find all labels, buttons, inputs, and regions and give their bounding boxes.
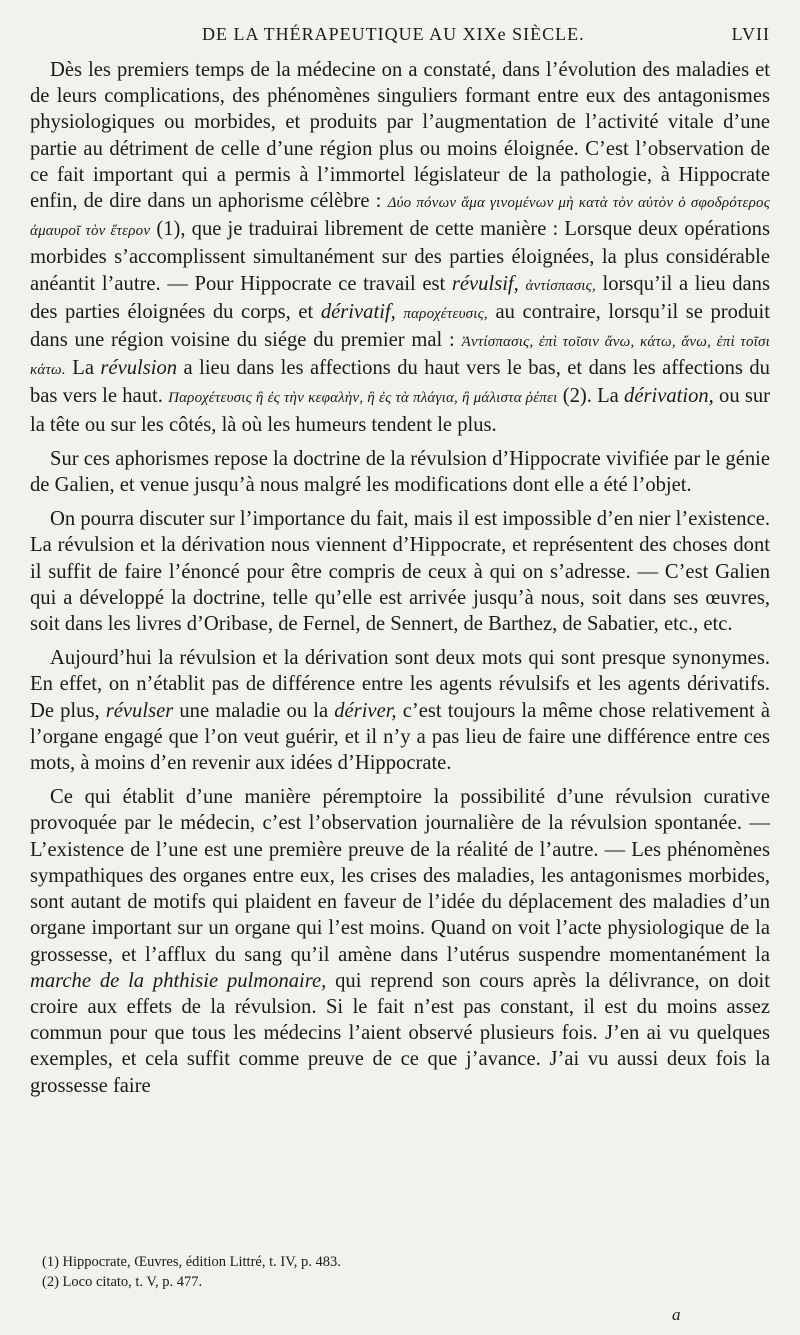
greek-quotation: παροχέτευσις, [403,305,488,322]
footnotes [42,1252,742,1292]
emphasis-text: révulsif, [451,272,519,295]
text-run: La [65,357,101,380]
body-text [30,57,770,1107]
footnote: (2) Loco citato, t. V, p. 477. [42,1274,203,1290]
text-run: c’est toujours la même chose relativement à l’organe engagé que l’on veut guérir, et il n’y a pas lieu de faire une différence entre ces mots, à moins d’en revenir aux idées d’Hippocrate. [30,699,770,775]
emphasis-text: révulsion [100,357,178,380]
running-title: DE LA THÉRAPEUTIQUE AU XIXe SIÈCLE. [202,24,585,44]
text-run: ou sur la tête ou sur les côtés, là où les humeurs tendent le plus. [30,385,770,436]
greek-quotation: Δύο πόνων ἅμα γινομένων μὴ κατὰ τὸν αὐτὸν ὁ σφοδρότερος ἀμαυροῖ τὸν ἕτερον [30,195,771,240]
signature-mark: a [672,1305,681,1324]
greek-quotation: ἀντίσπασις, [525,277,596,294]
paragraph [30,645,770,776]
text-run: Sur ces aphorismes repose la doctrine de la révulsion d’Hippocrate vivifiée par le génie de Galien, et venue jusqu’à nous malgré les modifications dont elle a été l’objet. [30,447,770,497]
emphasis-text: dérivatif, [320,300,396,323]
greek-quotation: Ἀντίσπασις, ἐπὶ τοῖσιν ἄνω, κάτω, ἄνω, ἐπὶ τοῖσι κάτω. [30,334,770,379]
paragraph [30,446,770,498]
footnote: (1) Hippocrate, Œuvres, édition Littré, t. IV, p. 483. [42,1254,341,1270]
emphasis-text: dériver, [334,699,397,722]
text-run: une maladie ou la [173,699,335,722]
emphasis-text: dérivation, [624,385,714,408]
text-run: qui reprend son cours après la délivrance, on doit croire aux effets de la révulsion. Si le fait n’est pas constant, il est du moins assez commun pour que tous les médecins l’aient observé plusieurs fois. J’en ai vu quelques exemples, et cela suffit comme preuve de ce que j’avance. J’ai vu aussi deux fois la grossesse faire [30,969,770,1097]
greek-quotation: Παροχέτευσις ἢ ἐς τὴν κεφαλὴν, ἢ ἐς τὰ πλάγια, ἢ μάλιστα ῥέπει [168,390,558,407]
text-run: Ce qui établit d’une manière péremptoire la possibilité d’une révulsion curative provoquée par le médecin, c’est l’observation journalière de la révulsion spontanée. — L’existence de l’une est une première preuve de la réalité de l’autre. — Les phénomènes sympathiques des organes entre eux, les crises des maladies, les antagonismes morbides, sont autant de motifs qui plaident en faveur de l’idée du déplacement des maladies d’un organe important sur un organe qui l’est moins. Quand on voit l’acte physiologique de la grossesse, et l’afflux du sang qu’il amène dans l’utérus suspendre momentanément la [30,786,770,966]
page-number: LVII [731,24,770,44]
paragraph [30,506,770,637]
paragraph [30,784,770,1098]
text-run: (2). La [557,385,625,408]
text-run: lorsqu’il a lieu dans des parties éloignées du corps, et [30,272,770,323]
text-run: a lieu dans les affections du haut vers le bas, et dans les affections du bas vers le haut. [30,357,770,408]
text-run: Dès les premiers temps de la médecine on a constaté, dans l’évolution des maladies et de leurs complications, des phénomènes singuliers formant entre eux des antagonismes physiologiques ou morbides, et produits par l’augmentation de l’activité vitale d’une partie au détriment de celle d’une région plus ou moins éloignée. C’est l’observation de ce fait important qui a permis à l’immortel législateur de la pathologie, à Hippocrate enfin, de dire dans un aphorisme célèbre : [30,59,770,213]
text-run: On pourra discuter sur l’importance du fait, mais il est impossible d’en nier l’existence. La révulsion et la dérivation nous viennent d’Hippocrate, et représentent des choses dont il suffit de faire l’énoncé pour être compris de ceux à qui on s’adresse. — C’est Galien qui a développé la doctrine, telle qu’elle est arrivée jusqu’à nous, soit dans ses œuvres, soit dans les livres d’Oribase, de Fernel, de Sennert, de Barthez, de Sabatier, etc., etc. [30,508,771,636]
emphasis-text: révulser [105,699,174,722]
page-header [62,24,770,50]
text-run: Aujourd’hui la révulsion et la dérivation sont deux mots qui sont presque synonymes. En effet, on n’établit pas de différence entre les agents révulsifs et les agents dérivatifs. De plus, [30,647,770,722]
text-run: au contraire, lorsqu’il se produit dans une région voisine du siége du premier mal : [30,300,770,352]
paragraph [30,57,770,438]
emphasis-text: marche de la phthisie pulmonaire, [30,969,327,992]
text-run: (1), que je traduirai librement de cette manière : Lorsque deux opérations morbides s’accomplissent simultanément sur des parties éloignées, la plus considérable anéantit l’autre. — Pour Hippocrate ce travail est [30,218,770,295]
